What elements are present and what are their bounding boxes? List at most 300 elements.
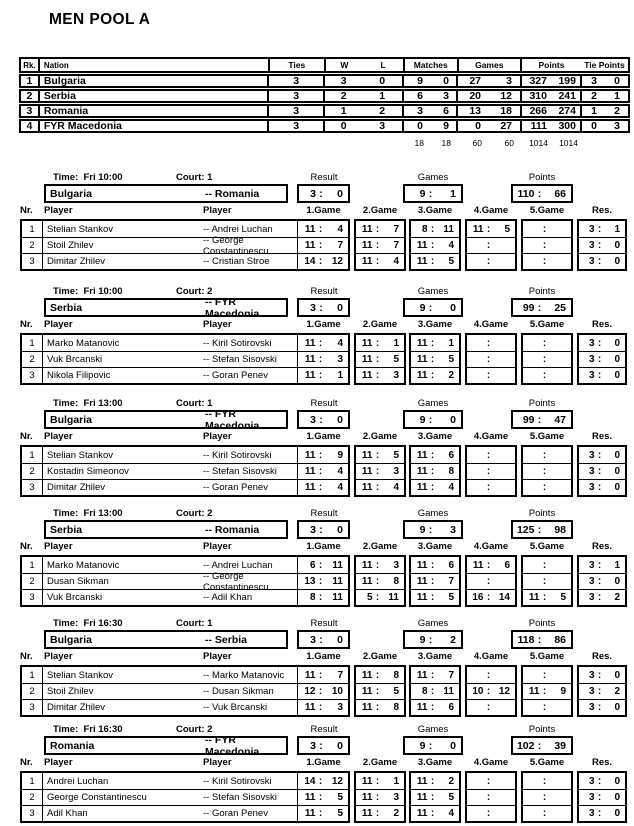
result-box bbox=[297, 520, 350, 539]
game-score bbox=[298, 480, 348, 495]
player-row bbox=[22, 683, 348, 699]
matches-value: 9 bbox=[417, 75, 423, 87]
game-column bbox=[354, 445, 406, 497]
score-colon: : bbox=[597, 775, 602, 787]
score-colon: : bbox=[542, 559, 547, 571]
points-score bbox=[513, 300, 571, 315]
nation-cell: Bulgaria bbox=[38, 76, 268, 86]
game-score-cell bbox=[467, 667, 515, 683]
game-column-header: 4.Game bbox=[473, 319, 509, 330]
game-score-cell bbox=[523, 557, 571, 573]
game-score bbox=[411, 773, 459, 789]
result-box bbox=[297, 630, 350, 649]
score-colon: : bbox=[375, 240, 380, 251]
score-colon: : bbox=[486, 702, 491, 713]
score-left: 10 bbox=[472, 686, 484, 697]
score-right: 1 bbox=[614, 223, 620, 235]
score-left: 11 bbox=[416, 370, 428, 381]
score-left: 11 bbox=[416, 559, 428, 571]
games-score bbox=[405, 186, 461, 201]
nations-box bbox=[44, 630, 288, 649]
game-score bbox=[523, 700, 571, 715]
score-right: 5 bbox=[393, 686, 399, 697]
score-right: 1 bbox=[450, 187, 456, 200]
score-left: 3 bbox=[588, 337, 595, 349]
game-score-cell bbox=[523, 773, 571, 789]
game-score-cell bbox=[356, 463, 404, 479]
match-result-score bbox=[579, 352, 625, 367]
game-score-cell bbox=[579, 253, 625, 269]
away-player: -- Goran Penev bbox=[203, 808, 268, 819]
player-nr: 3 bbox=[22, 700, 43, 715]
game-score-cell bbox=[356, 773, 404, 789]
player-nr: 3 bbox=[22, 368, 43, 383]
player-row bbox=[22, 699, 348, 715]
game-score-cell bbox=[356, 589, 404, 605]
score-colon: : bbox=[486, 223, 491, 235]
ties-cell: 3 bbox=[267, 106, 322, 116]
score-left: 8 bbox=[421, 686, 428, 697]
result-column bbox=[577, 333, 627, 385]
score-right: 2 bbox=[393, 808, 399, 819]
points-value: 327 bbox=[529, 75, 547, 87]
game-score bbox=[356, 700, 404, 715]
score-colon: : bbox=[542, 354, 547, 365]
player-nr: 2 bbox=[22, 790, 43, 805]
score-left: 3 bbox=[588, 240, 595, 251]
game-column-header: 2.Game bbox=[362, 431, 398, 442]
player-row bbox=[22, 557, 348, 573]
game-score bbox=[467, 221, 515, 237]
game-column-header: 5.Game bbox=[529, 319, 565, 330]
score-colon: : bbox=[375, 702, 380, 713]
score-colon: : bbox=[375, 337, 380, 349]
game-column-header: 2.Game bbox=[362, 651, 398, 662]
away-nation: -- FYR Macedonia bbox=[205, 733, 260, 758]
match-result-score bbox=[579, 447, 625, 463]
score-left: 3 bbox=[310, 633, 316, 646]
home-nation: Serbia bbox=[50, 523, 83, 536]
score-colon: : bbox=[430, 449, 435, 461]
tie-points-cell bbox=[580, 106, 628, 116]
game-score-cell bbox=[297, 238, 348, 253]
score-colon: : bbox=[537, 633, 542, 646]
time-label: Time: bbox=[53, 724, 79, 735]
game-score-cell bbox=[579, 667, 625, 683]
score-right: 1 bbox=[337, 370, 343, 381]
result-label: Result bbox=[310, 172, 338, 183]
score-left: 11 bbox=[416, 808, 428, 819]
game-score bbox=[356, 667, 404, 683]
header-ties: Ties bbox=[268, 59, 324, 71]
court-value: 1 bbox=[204, 172, 213, 183]
game-score-cell bbox=[467, 351, 515, 367]
score-colon: : bbox=[375, 370, 380, 381]
score-left: 5 bbox=[366, 592, 373, 603]
score-left: 99 bbox=[522, 301, 535, 314]
player-row bbox=[22, 234, 348, 257]
score-colon: : bbox=[486, 792, 491, 803]
game-score bbox=[298, 368, 348, 383]
score-left: 11 bbox=[416, 775, 428, 787]
game-score-cell bbox=[523, 667, 571, 683]
game-score-cell bbox=[579, 557, 625, 573]
home-nation: Romania bbox=[50, 739, 95, 752]
score-left: 11 bbox=[361, 240, 373, 251]
score-right: 5 bbox=[337, 792, 343, 803]
game-column-header: 1.Game bbox=[306, 651, 341, 662]
court-label: Court: bbox=[176, 172, 205, 183]
games-box bbox=[403, 410, 463, 429]
tie-points-cell bbox=[580, 76, 628, 86]
score-right: 0 bbox=[614, 808, 620, 819]
game-column-header: 4.Game bbox=[473, 541, 509, 552]
game-column-header: 4.Game bbox=[473, 431, 509, 442]
game-score bbox=[356, 447, 404, 463]
game-score-cell bbox=[411, 699, 459, 715]
score-colon: : bbox=[318, 669, 323, 681]
game-score-cell bbox=[579, 351, 625, 367]
game-score-cell bbox=[579, 447, 625, 463]
score-colon: : bbox=[597, 792, 602, 803]
score-colon: : bbox=[430, 576, 435, 587]
game-score-cell bbox=[356, 573, 404, 589]
games-label: Games bbox=[417, 398, 449, 409]
score-left: 3 bbox=[588, 686, 595, 697]
score-colon: : bbox=[597, 559, 602, 571]
points-box bbox=[511, 630, 573, 649]
score-left: 11 bbox=[472, 559, 484, 571]
player-nr: 2 bbox=[22, 238, 43, 253]
game-score-cell bbox=[523, 479, 571, 495]
points-box bbox=[511, 520, 573, 539]
score-right: 8 bbox=[393, 669, 399, 681]
score-left: 3 bbox=[588, 808, 595, 819]
points-score bbox=[513, 186, 571, 201]
games-label: Games bbox=[417, 508, 449, 519]
score-right: 4 bbox=[448, 482, 454, 493]
game-column bbox=[409, 771, 461, 823]
games-value: 13 bbox=[469, 105, 481, 117]
game-score-cell bbox=[356, 367, 404, 383]
score-colon: : bbox=[318, 256, 323, 267]
game-score-cell bbox=[523, 237, 571, 253]
player-row bbox=[22, 570, 348, 593]
losses-cell: 2 bbox=[379, 105, 386, 117]
score-right: 0 bbox=[337, 523, 343, 536]
points-box bbox=[511, 410, 573, 429]
game-score-cell bbox=[523, 805, 571, 821]
score-right: 8 bbox=[393, 702, 399, 713]
score-left: 3 bbox=[588, 466, 595, 477]
match-result-score bbox=[579, 790, 625, 805]
game-column-header: Res. bbox=[591, 651, 613, 662]
score-colon: : bbox=[486, 449, 491, 461]
game-score bbox=[523, 464, 571, 479]
score-right: 4 bbox=[337, 466, 343, 477]
game-score-cell bbox=[579, 805, 625, 821]
home-player-header: Player bbox=[44, 651, 73, 662]
games-cell bbox=[456, 106, 520, 116]
score-colon: : bbox=[319, 739, 323, 752]
rank-cell: 3 bbox=[26, 105, 33, 117]
game-column bbox=[354, 771, 406, 823]
page-title: MEN POOL A bbox=[49, 11, 151, 28]
score-colon: : bbox=[430, 482, 435, 493]
player-nr: 1 bbox=[22, 447, 43, 463]
score-right: 0 bbox=[614, 240, 620, 251]
score-right: 12 bbox=[331, 256, 343, 267]
score-right: 6 bbox=[448, 559, 454, 571]
game-column bbox=[521, 665, 573, 717]
games-score bbox=[405, 412, 461, 427]
score-right: 5 bbox=[337, 808, 343, 819]
game-column-header: 1.Game bbox=[306, 319, 341, 330]
time-label: Time: bbox=[53, 172, 79, 183]
game-score-cell bbox=[297, 574, 348, 589]
game-column-header: Res. bbox=[591, 431, 613, 442]
score-colon: : bbox=[486, 354, 491, 365]
game-score bbox=[467, 700, 515, 715]
games-cell bbox=[456, 76, 520, 86]
score-right: 11 bbox=[388, 592, 399, 603]
away-nation: -- Romania bbox=[205, 187, 260, 200]
score-colon: : bbox=[430, 337, 435, 349]
match-block bbox=[0, 172, 634, 274]
game-score-cell bbox=[579, 463, 625, 479]
losses-cell: 1 bbox=[379, 90, 386, 102]
game-column-header: 5.Game bbox=[529, 651, 565, 662]
score-left: 3 bbox=[588, 576, 595, 587]
score-colon: : bbox=[430, 669, 435, 681]
score-left: 16 bbox=[472, 592, 484, 603]
wins-cell: 1 bbox=[323, 106, 363, 116]
score-left: 14 bbox=[304, 256, 316, 267]
game-score bbox=[467, 684, 515, 699]
score-left: 11 bbox=[416, 702, 428, 713]
score-colon: : bbox=[375, 482, 380, 493]
games-cell bbox=[456, 121, 520, 131]
score-colon: : bbox=[375, 256, 380, 267]
away-player: -- Marko Matanovic bbox=[203, 669, 285, 681]
score-colon: : bbox=[542, 240, 547, 251]
games-box bbox=[403, 736, 463, 755]
match-time bbox=[53, 618, 123, 629]
game-score bbox=[523, 352, 571, 367]
score-right: 0 bbox=[614, 792, 620, 803]
game-score-cell bbox=[579, 699, 625, 715]
court-value: 2 bbox=[204, 724, 213, 735]
away-nation: -- Romania bbox=[205, 523, 260, 536]
games-value: 20 bbox=[469, 90, 481, 102]
game-score-cell bbox=[579, 789, 625, 805]
score-colon: : bbox=[597, 482, 602, 493]
home-player-header: Player bbox=[44, 541, 73, 552]
games-label: Games bbox=[417, 286, 449, 297]
court-label: Court: bbox=[176, 398, 205, 409]
score-left: 11 bbox=[361, 792, 373, 803]
ties-cell: 3 bbox=[267, 121, 322, 131]
score-left: 14 bbox=[304, 775, 316, 787]
time-value: Fri 13:00 bbox=[78, 398, 123, 409]
points-cell bbox=[520, 106, 580, 116]
score-colon: : bbox=[375, 808, 380, 819]
game-column bbox=[354, 665, 406, 717]
game-score bbox=[411, 480, 459, 495]
game-score-cell bbox=[356, 699, 404, 715]
game-score-cell bbox=[411, 667, 459, 683]
home-player: Vuk Brcanski bbox=[47, 592, 103, 603]
score-right: 0 bbox=[614, 775, 620, 787]
score-colon: : bbox=[430, 223, 435, 235]
away-player: -- Stefan Sisovski bbox=[203, 792, 277, 803]
standings-row bbox=[19, 119, 630, 133]
score-left: 3 bbox=[310, 739, 316, 752]
game-score-cell bbox=[467, 773, 515, 789]
game-score bbox=[356, 352, 404, 367]
wins-cell: 2 bbox=[323, 91, 363, 101]
points-box bbox=[511, 298, 573, 317]
away-player: -- Vuk Brcanski bbox=[203, 702, 268, 713]
score-right: 4 bbox=[393, 256, 399, 267]
player-row bbox=[22, 221, 348, 237]
player-nr: 1 bbox=[22, 335, 43, 351]
time-value: Fri 13:00 bbox=[78, 508, 123, 519]
score-left: 11 bbox=[304, 669, 316, 681]
score-left: 11 bbox=[361, 669, 373, 681]
rank-cell: 2 bbox=[26, 90, 33, 102]
result-column bbox=[577, 555, 627, 607]
game-score-cell bbox=[411, 463, 459, 479]
tie-points-cell bbox=[580, 91, 628, 101]
score-left: 11 bbox=[416, 256, 428, 267]
standings-header-row bbox=[19, 57, 630, 73]
score-left: 9 bbox=[419, 187, 426, 200]
game-score bbox=[298, 447, 348, 463]
score-right: 7 bbox=[337, 669, 343, 681]
score-left: 6 bbox=[309, 559, 316, 571]
games-value: 27 bbox=[469, 75, 481, 87]
games-score bbox=[405, 300, 461, 315]
player-nr: 3 bbox=[22, 254, 43, 269]
score-left: 11 bbox=[361, 482, 373, 493]
home-player: Kostadin Simeonov bbox=[47, 466, 129, 477]
score-left: 11 bbox=[304, 223, 316, 235]
matches-cell bbox=[402, 91, 456, 101]
game-column-header: 3.Game bbox=[417, 431, 453, 442]
score-left: 11 bbox=[304, 466, 316, 477]
result-box bbox=[297, 298, 350, 317]
score-right: 10 bbox=[331, 686, 343, 697]
away-player: -- George Constantinescu bbox=[203, 234, 269, 257]
score-colon: : bbox=[542, 592, 547, 603]
score-left: 8 bbox=[421, 223, 428, 235]
tie-points-cell bbox=[580, 121, 628, 131]
score-right: 3 bbox=[337, 354, 343, 365]
match-time bbox=[53, 508, 123, 519]
game-column bbox=[521, 333, 573, 385]
score-right: 5 bbox=[448, 354, 454, 365]
game-column bbox=[465, 555, 517, 607]
game-score-cell bbox=[297, 464, 348, 479]
score-left: 11 bbox=[528, 592, 540, 603]
game-score bbox=[411, 667, 459, 683]
game-score-cell bbox=[411, 253, 459, 269]
score-right: 7 bbox=[337, 240, 343, 251]
score-left: 11 bbox=[304, 449, 316, 461]
game-column-header: 5.Game bbox=[529, 205, 565, 216]
game-score-cell bbox=[297, 773, 348, 789]
score-right: 11 bbox=[332, 592, 343, 603]
score-right: 3 bbox=[393, 466, 399, 477]
score-colon: : bbox=[318, 240, 323, 251]
game-score bbox=[356, 590, 404, 605]
score-colon: : bbox=[318, 449, 323, 461]
game-column-header: 1.Game bbox=[306, 541, 341, 552]
game-score-cell bbox=[356, 253, 404, 269]
score-colon: : bbox=[537, 413, 542, 426]
score-colon: : bbox=[375, 576, 380, 587]
score-colon: : bbox=[597, 337, 602, 349]
player-nr: 3 bbox=[22, 590, 43, 605]
player-nr: 1 bbox=[22, 667, 43, 683]
game-score-cell bbox=[523, 683, 571, 699]
match-result-score bbox=[579, 574, 625, 589]
score-right: 0 bbox=[337, 187, 343, 200]
away-player: -- Andrei Luchan bbox=[203, 559, 273, 571]
player-row bbox=[22, 253, 348, 269]
score-colon: : bbox=[430, 792, 435, 803]
game-score bbox=[411, 368, 459, 383]
game-score bbox=[298, 574, 348, 589]
score-left: 11 bbox=[304, 240, 316, 251]
score-colon: : bbox=[542, 686, 547, 697]
game-score-cell bbox=[297, 254, 348, 269]
match-result-score bbox=[579, 667, 625, 683]
game-score bbox=[467, 464, 515, 479]
game-score bbox=[523, 335, 571, 351]
score-left: 9 bbox=[419, 739, 426, 752]
result-label: Result bbox=[310, 286, 338, 297]
away-player: -- Kiril Sotirovski bbox=[203, 337, 272, 349]
games-label: Games bbox=[417, 172, 449, 183]
game-column bbox=[409, 665, 461, 717]
game-score bbox=[356, 684, 404, 699]
games-value: 12 bbox=[500, 90, 512, 102]
player-row bbox=[22, 463, 348, 479]
points-label: Points bbox=[528, 508, 556, 519]
game-score-cell bbox=[297, 684, 348, 699]
points-value: 300 bbox=[558, 120, 576, 132]
game-score-cell bbox=[579, 335, 625, 351]
score-left: 3 bbox=[588, 370, 595, 381]
game-score-cell bbox=[467, 237, 515, 253]
games-value: 18 bbox=[500, 105, 512, 117]
game-score-cell bbox=[411, 335, 459, 351]
score-right: 7 bbox=[393, 240, 399, 251]
score-colon: : bbox=[430, 686, 435, 697]
losses-cell: 0 bbox=[379, 75, 386, 87]
game-score bbox=[356, 773, 404, 789]
game-score-cell bbox=[579, 221, 625, 237]
nations-box bbox=[44, 295, 288, 320]
totals-value: 60 bbox=[504, 138, 514, 148]
away-player-header: Player bbox=[203, 319, 232, 330]
score-left: 11 bbox=[361, 808, 373, 819]
games-box bbox=[403, 184, 463, 203]
wins-cell: 0 bbox=[323, 121, 363, 131]
score-left: 11 bbox=[361, 449, 373, 461]
